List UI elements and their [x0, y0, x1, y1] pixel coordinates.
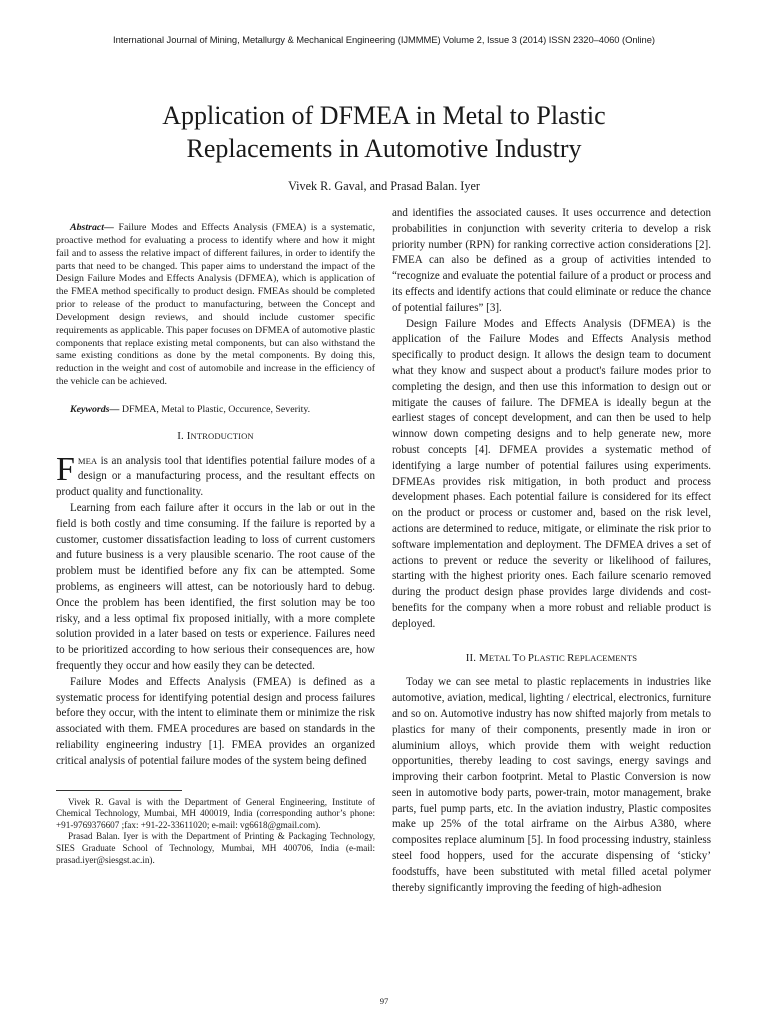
- drop-cap: F: [56, 450, 75, 488]
- footnote-author-1: Vivek R. Gaval is with the Department of General Engineering, Institute of Chemical Technology, Mumbai, MH 400019, India (corresponding author’s phone: +91-9769376607 ;fax: +91-22-33611020; e-mail: vg6618@gmail.com).: [56, 796, 375, 830]
- footnote-divider: [56, 790, 182, 791]
- section-part: EPLACEMENTS: [574, 652, 638, 663]
- section-part: M: [479, 651, 489, 664]
- intro-p1-text: is an analysis tool that identifies potential failure modes of a design or a manufacturing process, and the resultant effects on product quality and functionality.: [56, 454, 375, 499]
- page-number: 97: [379, 996, 389, 1006]
- right-paragraph-3: Today we can see metal to plastic replacements in industries like automotive, aviation, medical, lighting / electrical, electronics, furniture and so on. Automotive industry has now shifted majorly from metals to plastics for many of their components, presently made in iron or aluminium alloys, which provide them with weight reduction opportunities, thereby leading to cost savings, energy savings and improving their carbon footprint. Metal to Plastic Conversion is now seen in automotive body parts, power-train, motor management, brake parts, fuel pump parts, etc. In the aviation industry, Plastic composites make up 25% of the total airframe on the Airbus A380, where composites replace aluminum [5]. In food processing industry, stainless steel food hoppers, used for the accurate dispensing of ‘sticky’ foodstuffs, have been substituted with metal filled acetal polymer thereby significantly improving the feeding of high-adhesion: [392, 676, 711, 894]
- section-part: T: [512, 651, 520, 664]
- paper-title: [0, 99, 768, 165]
- intro-paragraph-3: Failure Modes and Effects Analysis (FMEA) is defined as a systematic process for identifying potential design and process failures before they occur, with the intent to eliminate them or minimize the risk associated with them. FMEA procedures are based on standards in the reliability engineering industry [1]. FMEA provides an organized critical analysis of potential failure modes of the system being defined: [56, 675, 375, 767]
- footnote-author-2: Prasad Balan. Iyer is with the Department of Printing & Packaging Technology, SIES Graduate School of Technology, Mumbai, MH 400706, India (e-mail: prasad.iyer@siesgst.ac.in).: [56, 831, 375, 865]
- section-part: P: [527, 651, 535, 664]
- authors: Vivek R. Gaval, and Prasad Balan. Iyer: [288, 179, 480, 193]
- keywords-lead: Keywords—: [70, 403, 120, 415]
- section-initial: I: [186, 429, 191, 442]
- left-column: [56, 222, 375, 866]
- section-part: ETAL: [488, 652, 513, 663]
- abstract-text: Failure Modes and Effects Analysis (FMEA) is a systematic, proactive method for evaluating a process to identify where and how it might fail and to assess the relative impact of different failures, in order to identify the parts that need to be changed. This paper aims to understand the impact of the Design Failure Modes and Effects Analysis (DFMEA), which is application of the FMEA method specifically to product design. FMEAs should be completed prior to release of the product to manufacturing, between the Concept and Development design reviews, and should include customer specific requirements as applicable. This paper focuses on DFMEA of automotive plastic components that replace existing metal components, but can also withstand the same existing conditions as done by the metal components. By doing this, reduction in the weight and cost of automobile and increase in the efficiency of the vehicle can be achieved.: [56, 222, 375, 388]
- right-column: [392, 206, 711, 896]
- title-line-1: Application of DFMEA in Metal to Plastic: [162, 101, 606, 131]
- section-part: R: [567, 651, 575, 664]
- keywords-text: DFMEA, Metal to Plastic, Occurence, Severity.: [119, 403, 311, 415]
- intro-paragraph-1: [56, 450, 375, 501]
- abstract: [56, 222, 375, 389]
- section-smallcaps: NTRODUCTION: [190, 430, 254, 441]
- section-part: LASTIC: [534, 652, 568, 663]
- title-line-2: Replacements in Automotive Industry: [186, 134, 582, 164]
- journal-header: International Journal of Mining, Metallurgy & Mechanical Engineering (IJMMME) Volume 2, Issue 3 (2014) ISSN 2320–4060 (Online): [113, 34, 655, 45]
- section-part: O: [519, 652, 528, 663]
- drop-cap-rest: MEA: [77, 455, 98, 466]
- keywords: [56, 404, 375, 417]
- right-paragraph-1: and identifies the associated causes. It uses occurrence and detection probabilities in conjunction with severity criteria to develop a risk priority number (RPN) for ranking corrective action considerations [2]. FMEA can also be defined as a group of activities intended to “recognize and evaluate the potential failure of a product or process and its effects and identify actions that could eliminate or reduce the chance of potential failures” [3].: [392, 207, 711, 314]
- intro-paragraph-2: Learning from each failure after it occurs in the lab or out in the field is both costly and time consuming. If the failure is reported by a customer, customer dissatisfaction leading to loss of current customers and future business is a very plausible scenario. The root cause of the problem must be identified before any fix can be attempted. Some problems, as engineers will attest, can be notoriously hard to debug. Once the problem has been identified, the first solution may be too risky, and a less optimal fix proposed initially, with a more complete solution provided in a later based on tests or experience. Failures need to be prioritized according to how serious their consequences are, how frequently they occur and how easily they can be detected.: [56, 502, 375, 672]
- section-heading-introduction: [56, 429, 375, 445]
- section-heading-metal-to-plastic: [392, 651, 711, 667]
- section-numeral: I.: [177, 429, 187, 442]
- right-paragraph-2: Design Failure Modes and Effects Analysis (DFMEA) is the application of the Failure Modes and Effects Analysis method specifically to product design. It allows the design team to document what they know and suspect about a product's failure modes prior to completing the design, and then use this information to design out or mitigate the causes of failure. The DFMEA is ideally begun at the earliest stages of concept development, and can then be used to help winnow down competing designs and to help generate new, more robust concepts [4]. DFMEA provides a systematic method of identifying a large number of potential failures using experiments. DFMEAs provides risk mitigation, in both product and process development phases. Each potential failure is considered for its effect on the product or process or customer and, based on the risk level, actions are determined to reduce, mitigate, or eliminate the risk prior to software implementation and deployment. The DFMEA drives a set of actions to prevent or reduce the severity or likelihood of failures, starting with the highest priority ones. Each failure scenario removed during the product design phase provides large dividends and cost-benefits for the company when a more robust and reliable product is deployed.: [392, 317, 711, 630]
- abstract-lead: Abstract—: [70, 222, 114, 233]
- section-numeral: II.: [465, 651, 480, 664]
